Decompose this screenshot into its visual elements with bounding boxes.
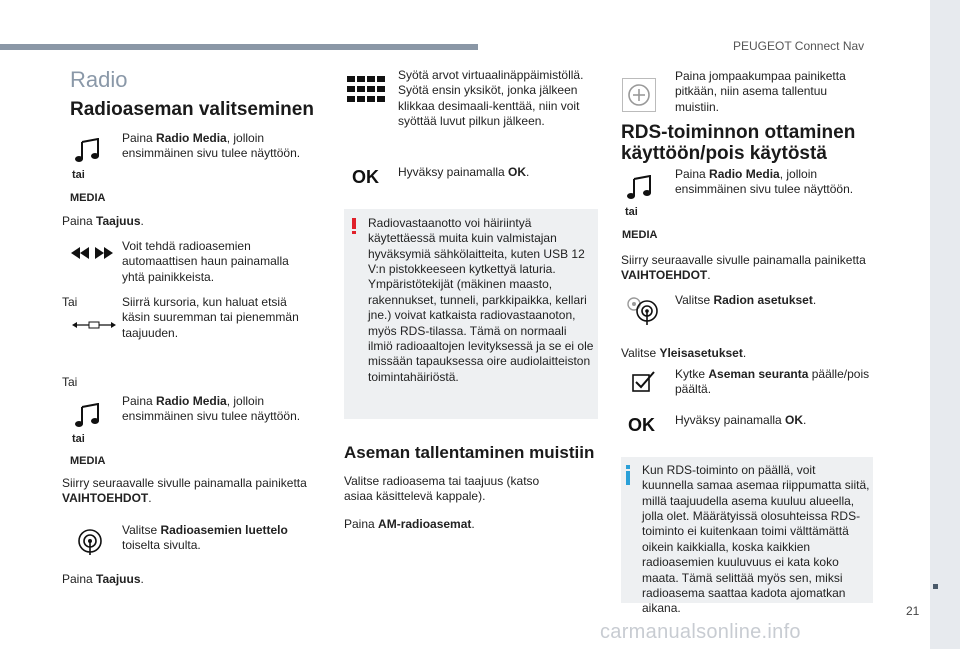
press-frequency: Paina Taajuus. bbox=[62, 214, 144, 228]
music-note-icon bbox=[74, 138, 104, 164]
warning-exclamation-icon bbox=[351, 218, 357, 234]
rds-step1-text: Paina Radio Media, jolloin ensimmäinen sivu tulee näyttöön. bbox=[675, 167, 854, 197]
heading-save-station: Aseman tallentaminen muistiin bbox=[344, 443, 595, 462]
page-number: 21 bbox=[906, 604, 920, 618]
heading-station-select: Radioaseman valitseminen bbox=[70, 99, 314, 120]
tai-label: Tai bbox=[62, 375, 78, 389]
media-label: MEDIA bbox=[622, 229, 658, 241]
header-rule bbox=[0, 44, 478, 50]
ok-icon: OK bbox=[352, 167, 379, 187]
rds-secondary-text: Siirry seuraavalle sivulle painamalla painiketta VAIHTOEHDOT. bbox=[621, 253, 866, 283]
manual-search-text: Siirrä kursoria, kun haluat etsiä käsin suuremman tai pienemmän taajuuden. bbox=[122, 295, 299, 340]
tai-label: tai bbox=[72, 433, 85, 445]
end-marker bbox=[933, 584, 938, 589]
checkbox-icon bbox=[632, 370, 656, 392]
auto-search-text: Voit tehdä radioasemien automaattisen haun painamalla yhtä painikkeista. bbox=[122, 239, 289, 284]
seek-buttons-icon bbox=[70, 246, 114, 260]
rds-confirm-text: Hyväksy painamalla OK. bbox=[675, 413, 807, 427]
music-note-icon bbox=[626, 175, 656, 201]
ok-icon: OK bbox=[628, 415, 655, 435]
media-label: MEDIA bbox=[70, 455, 106, 467]
info-text: Kun RDS-toiminto on päällä, voit kuunnella samaa asemaa riippumatta siitä, millä taajuudella asema kuuluu alueella, jolla olet. Määrätyissä olosuhteissa RDS-toiminto ei kuitenkaan toimi välttämättä oikein kaikkialla, koska kaikkien radioasemien kuuluvuus ei kata koko maata. Tämä selittää myös sen, miksi radioasema saattaa kadota ajomatkan aikana. bbox=[642, 463, 870, 616]
tai-label: tai bbox=[72, 169, 85, 181]
info-icon bbox=[625, 465, 631, 485]
select-station-text: Valitse radioasema tai taajuus (katso asiaa käsittelevä kappale). bbox=[344, 474, 540, 504]
radio-settings-text: Valitse Radion asetukset. bbox=[675, 293, 817, 307]
radio-settings-icon bbox=[626, 296, 660, 326]
add-preset-icon bbox=[622, 78, 656, 112]
info-box bbox=[621, 457, 873, 616]
general-settings-text: Valitse Yleisasetukset. bbox=[621, 346, 747, 360]
heading-rds: RDS-toiminnon ottaminen käyttöön/pois käytöstä bbox=[621, 122, 856, 164]
frequency-slider-icon bbox=[72, 320, 116, 330]
tai-label: Tai bbox=[62, 295, 78, 309]
keypad-text: Syötä arvot virtuaalinäppäimistöllä. Syötä ensin yksiköt, jonka jälkeen klikkaa desimaali-kenttää, niin voit syöttää luvut pilkun jälkeen. bbox=[398, 68, 584, 129]
tai-label: tai bbox=[625, 206, 638, 218]
radio-antenna-icon bbox=[76, 528, 104, 556]
section-title: Radio bbox=[70, 67, 128, 92]
station-tracking-text: Kytke Aseman seuranta päälle/pois päältä. bbox=[675, 367, 870, 397]
warning-box bbox=[344, 209, 598, 419]
secondary-page-text: Siirry seuraavalle sivulle painamalla painiketta VAIHTOEHDOT. bbox=[62, 476, 307, 506]
keypad-icon bbox=[347, 76, 385, 102]
watermark: carmanualsonline.info bbox=[600, 621, 801, 643]
media-label: MEDIA bbox=[70, 192, 106, 204]
warning-text: Radiovastaanotto voi häiriintyä käytettäessä muita kuin valmistajan hyväksymiä sähkölaitteita, kuten USB 12 V:n pistokkeeseen kytkettyä laturia. Ympäristötekijät (mäkinen maasto, rakennukset, tunneli, parkkipaikka, kellari jne.) voivat katkaista radiovastaanoton, myös RDS-tilassa. Tämä on normaali ilmiö radioaaltojen levityksessä ja se ei ole missään tapauksessa oire audiolaitteiston toimintahäiriöstä. bbox=[368, 216, 594, 384]
side-strip bbox=[930, 0, 960, 649]
step1-text: Paina Radio Media, jolloin ensimmäinen sivu tulee näyttöön. bbox=[122, 131, 301, 161]
press-frequency: Paina Taajuus. bbox=[62, 572, 144, 586]
am-stations-text: Paina AM-radioasemat. bbox=[344, 517, 475, 531]
step2-text: Paina Radio Media, jolloin ensimmäinen sivu tulee näyttöön. bbox=[122, 394, 301, 424]
station-list-text: Valitse Radioasemien luettelo toiselta sivulta. bbox=[122, 523, 288, 553]
confirm-text: Hyväksy painamalla OK. bbox=[398, 165, 530, 179]
music-note-icon bbox=[74, 403, 104, 429]
save-station-text: Paina jompaakumpaa painiketta pitkään, niin asema tallentuu muistiin. bbox=[675, 69, 846, 114]
running-title: PEUGEOT Connect Nav bbox=[733, 39, 865, 53]
